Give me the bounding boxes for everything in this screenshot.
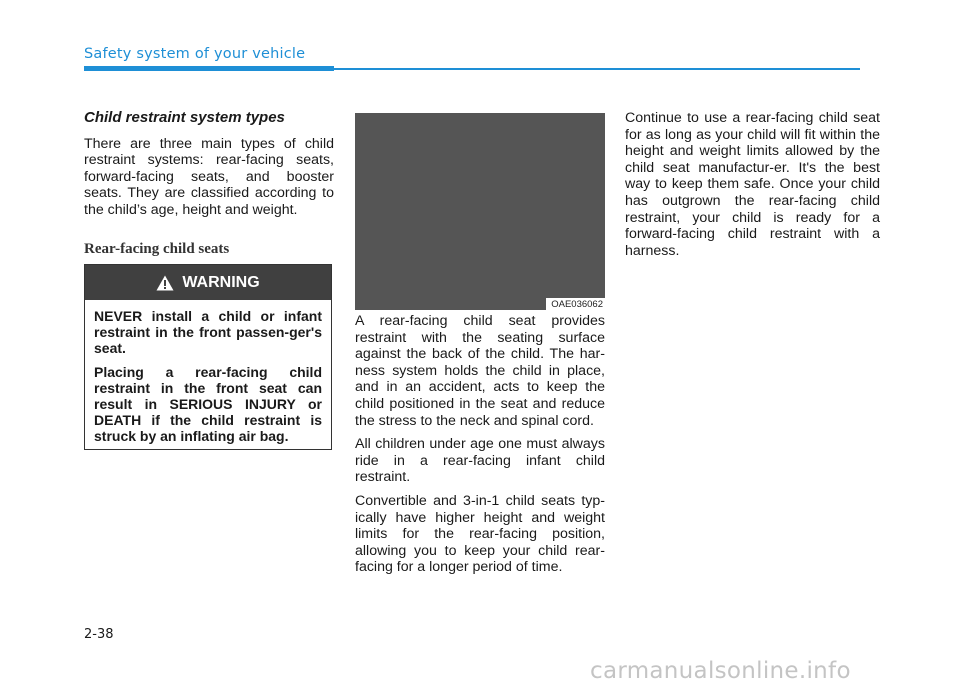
figure-code: OAE036062 xyxy=(546,298,605,310)
section-title: Safety system of your vehicle xyxy=(84,46,306,62)
intro-paragraph: There are three main types of child restraint systems: rear-facing seats, forward-facing seats, and booster seats. They are classified according to the child’s age, height and weight. xyxy=(84,135,334,218)
heading-child-restraint-types: Child restraint system types xyxy=(84,109,285,126)
warning-header xyxy=(85,265,331,300)
header-rule-thick xyxy=(84,66,334,71)
header-rule-thin xyxy=(334,68,860,70)
warning-box xyxy=(84,264,332,450)
body-paragraph: Continue to use a rear-facing child seat for as long as your child will fit within the height and weight limits allowed by the child seat manufactur-er. It's the best way to keep them safe. Once your child has outgrown the rear-facing child restraint, your child is ready for a forward-facing child restraint with a harness. xyxy=(625,110,880,259)
warning-body xyxy=(85,300,331,445)
body-paragraph: Convertible and 3-in-1 child seats typ-ically have higher height and weight limits for the rear-facing position, allowing you to keep your child rear-facing for a longer period of time. xyxy=(355,492,605,576)
column-3 xyxy=(625,110,880,266)
watermark: carmanualsonline.info xyxy=(590,658,851,684)
column-1 xyxy=(84,110,334,257)
warning-paragraph: Placing a rear-facing child restraint in the front seat can result in SERIOUS INJURY or DEATH if the child restraint is struck by an inflating air bag. xyxy=(94,363,322,445)
subheading-rear-facing: Rear-facing child seats xyxy=(84,240,230,257)
warning-paragraph: NEVER install a child or infant restraint in the front passen-ger's seat. xyxy=(94,308,322,357)
body-paragraph: A rear-facing child seat provides restraint with the seating surface against the back of the child. The har-ness system holds the child in place, and in an accident, acts to keep the child positioned in the seat and reduce the stress to the neck and spinal cord. xyxy=(355,313,605,429)
body-paragraph: All children under age one must always ride in a rear-facing infant child restraint. xyxy=(355,436,605,486)
warning-triangle-icon xyxy=(156,275,174,291)
page-number: 2-38 xyxy=(84,627,114,642)
column-2 xyxy=(355,313,605,583)
warning-title: WARNING xyxy=(182,273,260,291)
figure-image xyxy=(355,113,605,310)
